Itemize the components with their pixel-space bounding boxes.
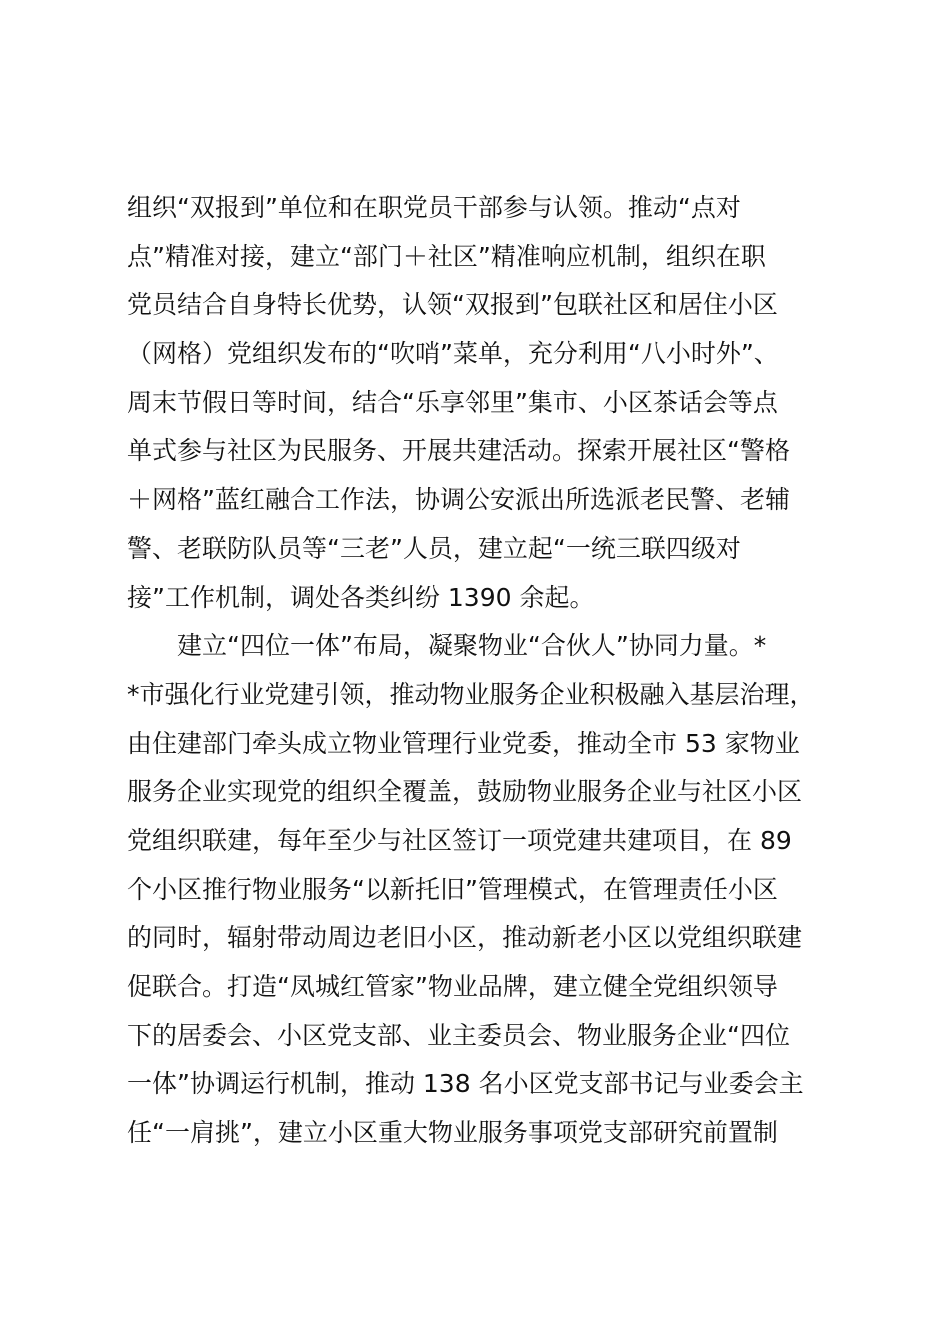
text-line: 的同时，辐射带动周边老旧小区，推动新老小区以党组织联建 [127,923,803,953]
text-line: 由住建部门牵头成立物业管理行业党委，推动全市 53 家物业 [127,728,800,758]
text-line: 服务企业实现党的组织全覆盖，鼓励物业服务企业与社区小区 [127,777,803,807]
text-line: 一体”协调运行机制，推动 138 名小区党支部书记与业委会主 [127,1069,804,1099]
text-line: 点”精准对接，建立“部门＋社区”精准响应机制，组织在职 [127,241,766,271]
text-line: 组织“双报到”单位和在职党员干部参与认领。推动“点对 [127,193,741,222]
text-line: 单式参与社区为民服务、开展共建活动。探索开展社区“警格 [127,436,790,466]
text-line: 促联合。打造“凤城红管家”物业品牌，建立健全党组织领导 [127,972,778,1001]
text-line: 警、老联防队员等“三老”人员，建立起“一统三联四级对 [127,533,741,563]
text-line: 党组织联建，每年至少与社区签订一项党建共建项目，在 89 [127,825,792,855]
text-line: 任“一肩挑”，建立小区重大物业服务事项党支部研究前置制 [127,1118,778,1148]
text-line: *市强化行业党建引领，推动物业服务企业积极融入基层治理， [127,679,815,709]
text-line: （网格）党组织发布的“吹哨”菜单，充分利用“八小时外”、 [127,339,779,369]
paragraph-start-line: 建立“四位一体”布局，凝聚物业“合伙人”协同力量。* [127,631,767,661]
text-line: 接”工作机制，调处各类纠纷 1390 余起。 [127,582,595,612]
text-line: ＋网格”蓝红融合工作法，协调公安派出所选派老民警、老辅 [127,485,790,515]
body-text [127,184,847,1158]
text-line: 党员结合自身特长优势，认领“双报到”包联社区和居住小区 [127,290,778,320]
text-line: 周末节假日等时间，结合“乐享邻里”集市、小区茶话会等点 [127,387,778,417]
text-line: 下的居委会、小区党支部、业主委员会、物业服务企业“四位 [127,1020,790,1050]
text-line: 个小区推行物业服务“以新托旧”管理模式，在管理责任小区 [127,874,778,904]
